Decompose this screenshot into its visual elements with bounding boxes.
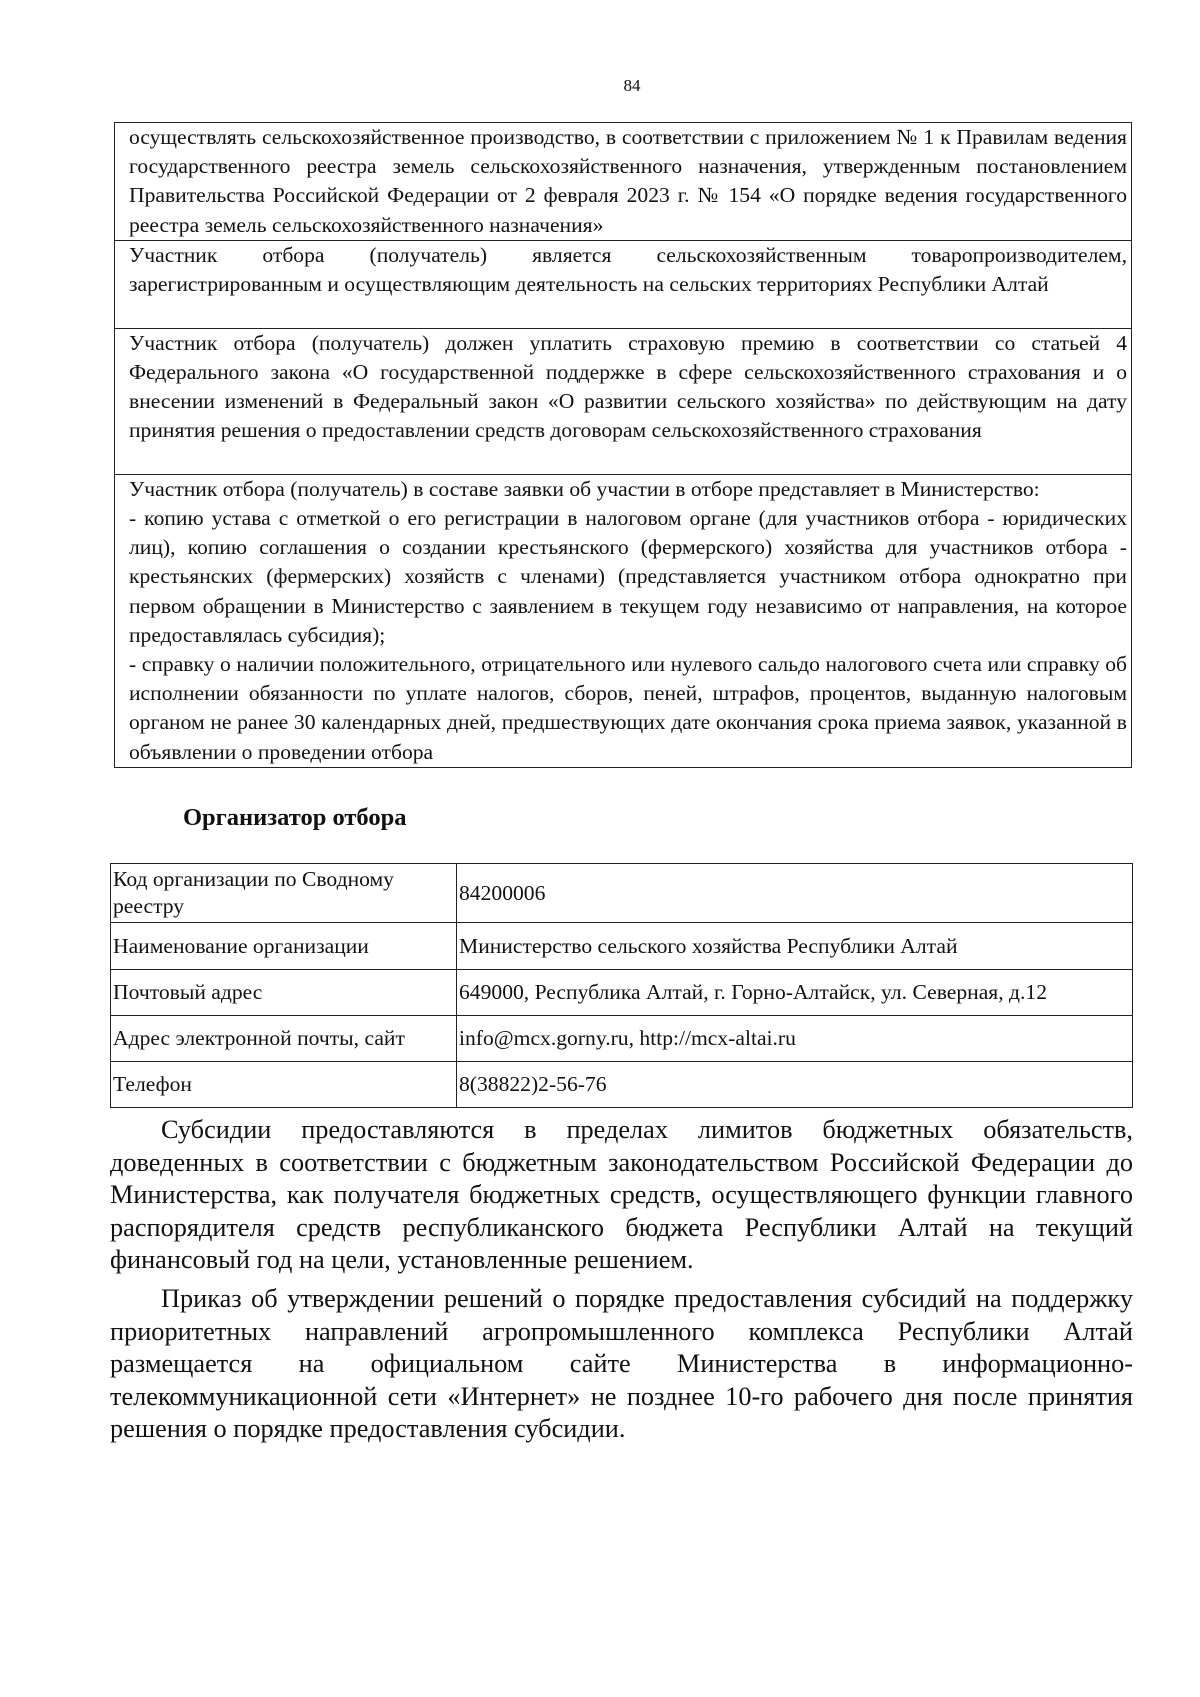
- section-heading: Организатор отбора: [183, 804, 407, 831]
- table-row: [111, 864, 1133, 923]
- requirement-text: осуществлять сельскохозяйственное производство, в соответствии с приложением № 1 к Правилам ведения государственного реестра земель сельскохозяйственного назначения, утвержденным постановлением Правительства Российской Федерации от 2 февраля 2023 г. № 154 «О порядке ведения государственного реестра земель сельскохозяйственного назначения»: [129, 125, 1127, 237]
- field-value: 84200006: [457, 864, 1133, 923]
- requirement-text: - копию устава с отметкой о его регистрации в налоговом органе (для участников отбора - юридических лиц), копию соглашения о создании крестьянского (фермерского) хозяйства для участников отбора - крестьянских (фермерских) хозяйств с членами) (представляется участником отбора однократно при первом обращении в Министерство с заявлением в текущем году независимо от направления, на которое предоставлялась субсидия);: [129, 506, 1127, 647]
- field-value: info@mcx.gorny.ru, http://mcx-altai.ru: [457, 1016, 1133, 1062]
- organizer-table: [110, 863, 1133, 1108]
- field-label: Почтовый адрес: [111, 970, 457, 1016]
- table-cell: [115, 240, 1132, 328]
- paragraph: Субсидии предоставляются в пределах лимитов бюджетных обязательств, доведенных в соответствии с бюджетным законодательством Российской Федерации до Министерства, как получателя бюджетных средств, осуществляющего функции главного распорядителя средств республиканского бюджета Республики Алтай на текущий финансовый год на цели, установленные решением.: [110, 1115, 1133, 1274]
- field-label: Адрес электронной почты, сайт: [111, 1016, 457, 1062]
- requirements-table: [114, 122, 1132, 768]
- field-value: Министерство сельского хозяйства Республики Алтай: [457, 923, 1133, 970]
- table-row: [111, 1016, 1133, 1062]
- table-row: [111, 970, 1133, 1016]
- table-row: [111, 1062, 1133, 1108]
- field-label: Код организации по Сводному реестру: [111, 864, 457, 923]
- field-value: 649000, Республика Алтай, г. Горно-Алтайск, ул. Северная, д.12: [457, 970, 1133, 1016]
- paragraph: Приказ об утверждении решений о порядке предоставления субсидий на поддержку приоритетных направлений агропромышленного комплекса Республики Алтай размещается на официальном сайте Министерства в информационно-телекоммуникационной сети «Интернет» не позднее 10-го рабочего дня после принятия решения о порядке предоставления субсидии.: [110, 1284, 1133, 1443]
- page-number: 84: [623, 76, 641, 95]
- table-cell: [115, 328, 1132, 474]
- table-row: [115, 240, 1132, 328]
- requirement-text: Участник отбора (получатель) должен уплатить страховую премию в соответствии со статьей 4 Федерального закона «О государственной поддержке в сфере сельскохозяйственного страхования и о внесении изменений в Федеральный закон «О развитии сельского хозяйства» по действующим на дату принятия решения о предоставлении средств договорам сельскохозяйственного страхования: [129, 330, 1127, 443]
- table-cell: [115, 123, 1132, 241]
- table-row: [115, 123, 1132, 241]
- table-row: [111, 923, 1133, 970]
- requirement-text: - справку о наличии положительного, отрицательного или нулевого сальдо налогового счета или справку об исполнении обязанности по уплате налогов, сборов, пеней, штрафов, процентов, выданную налоговым органом не ранее 30 календарных дней, предшествующих дате окончания срока приема заявок, указанной в объявлении о проведении отбора: [129, 652, 1127, 764]
- field-label: Телефон: [111, 1062, 457, 1108]
- table-row: [115, 328, 1132, 474]
- field-value: 8(38822)2-56-76: [457, 1062, 1133, 1108]
- requirement-text: Участник отбора (получатель) в составе заявки об участии в отборе представляет в Министерство:: [129, 476, 1040, 501]
- field-label: Наименование организации: [111, 923, 457, 970]
- table-row: [115, 474, 1132, 767]
- requirement-text: Участник отбора (получатель) является сельскохозяйственным товаропроизводителем, зарегистрированным и осуществляющим деятельность на сельских территориях Республики Алтай: [129, 242, 1127, 297]
- table-cell: [115, 474, 1132, 767]
